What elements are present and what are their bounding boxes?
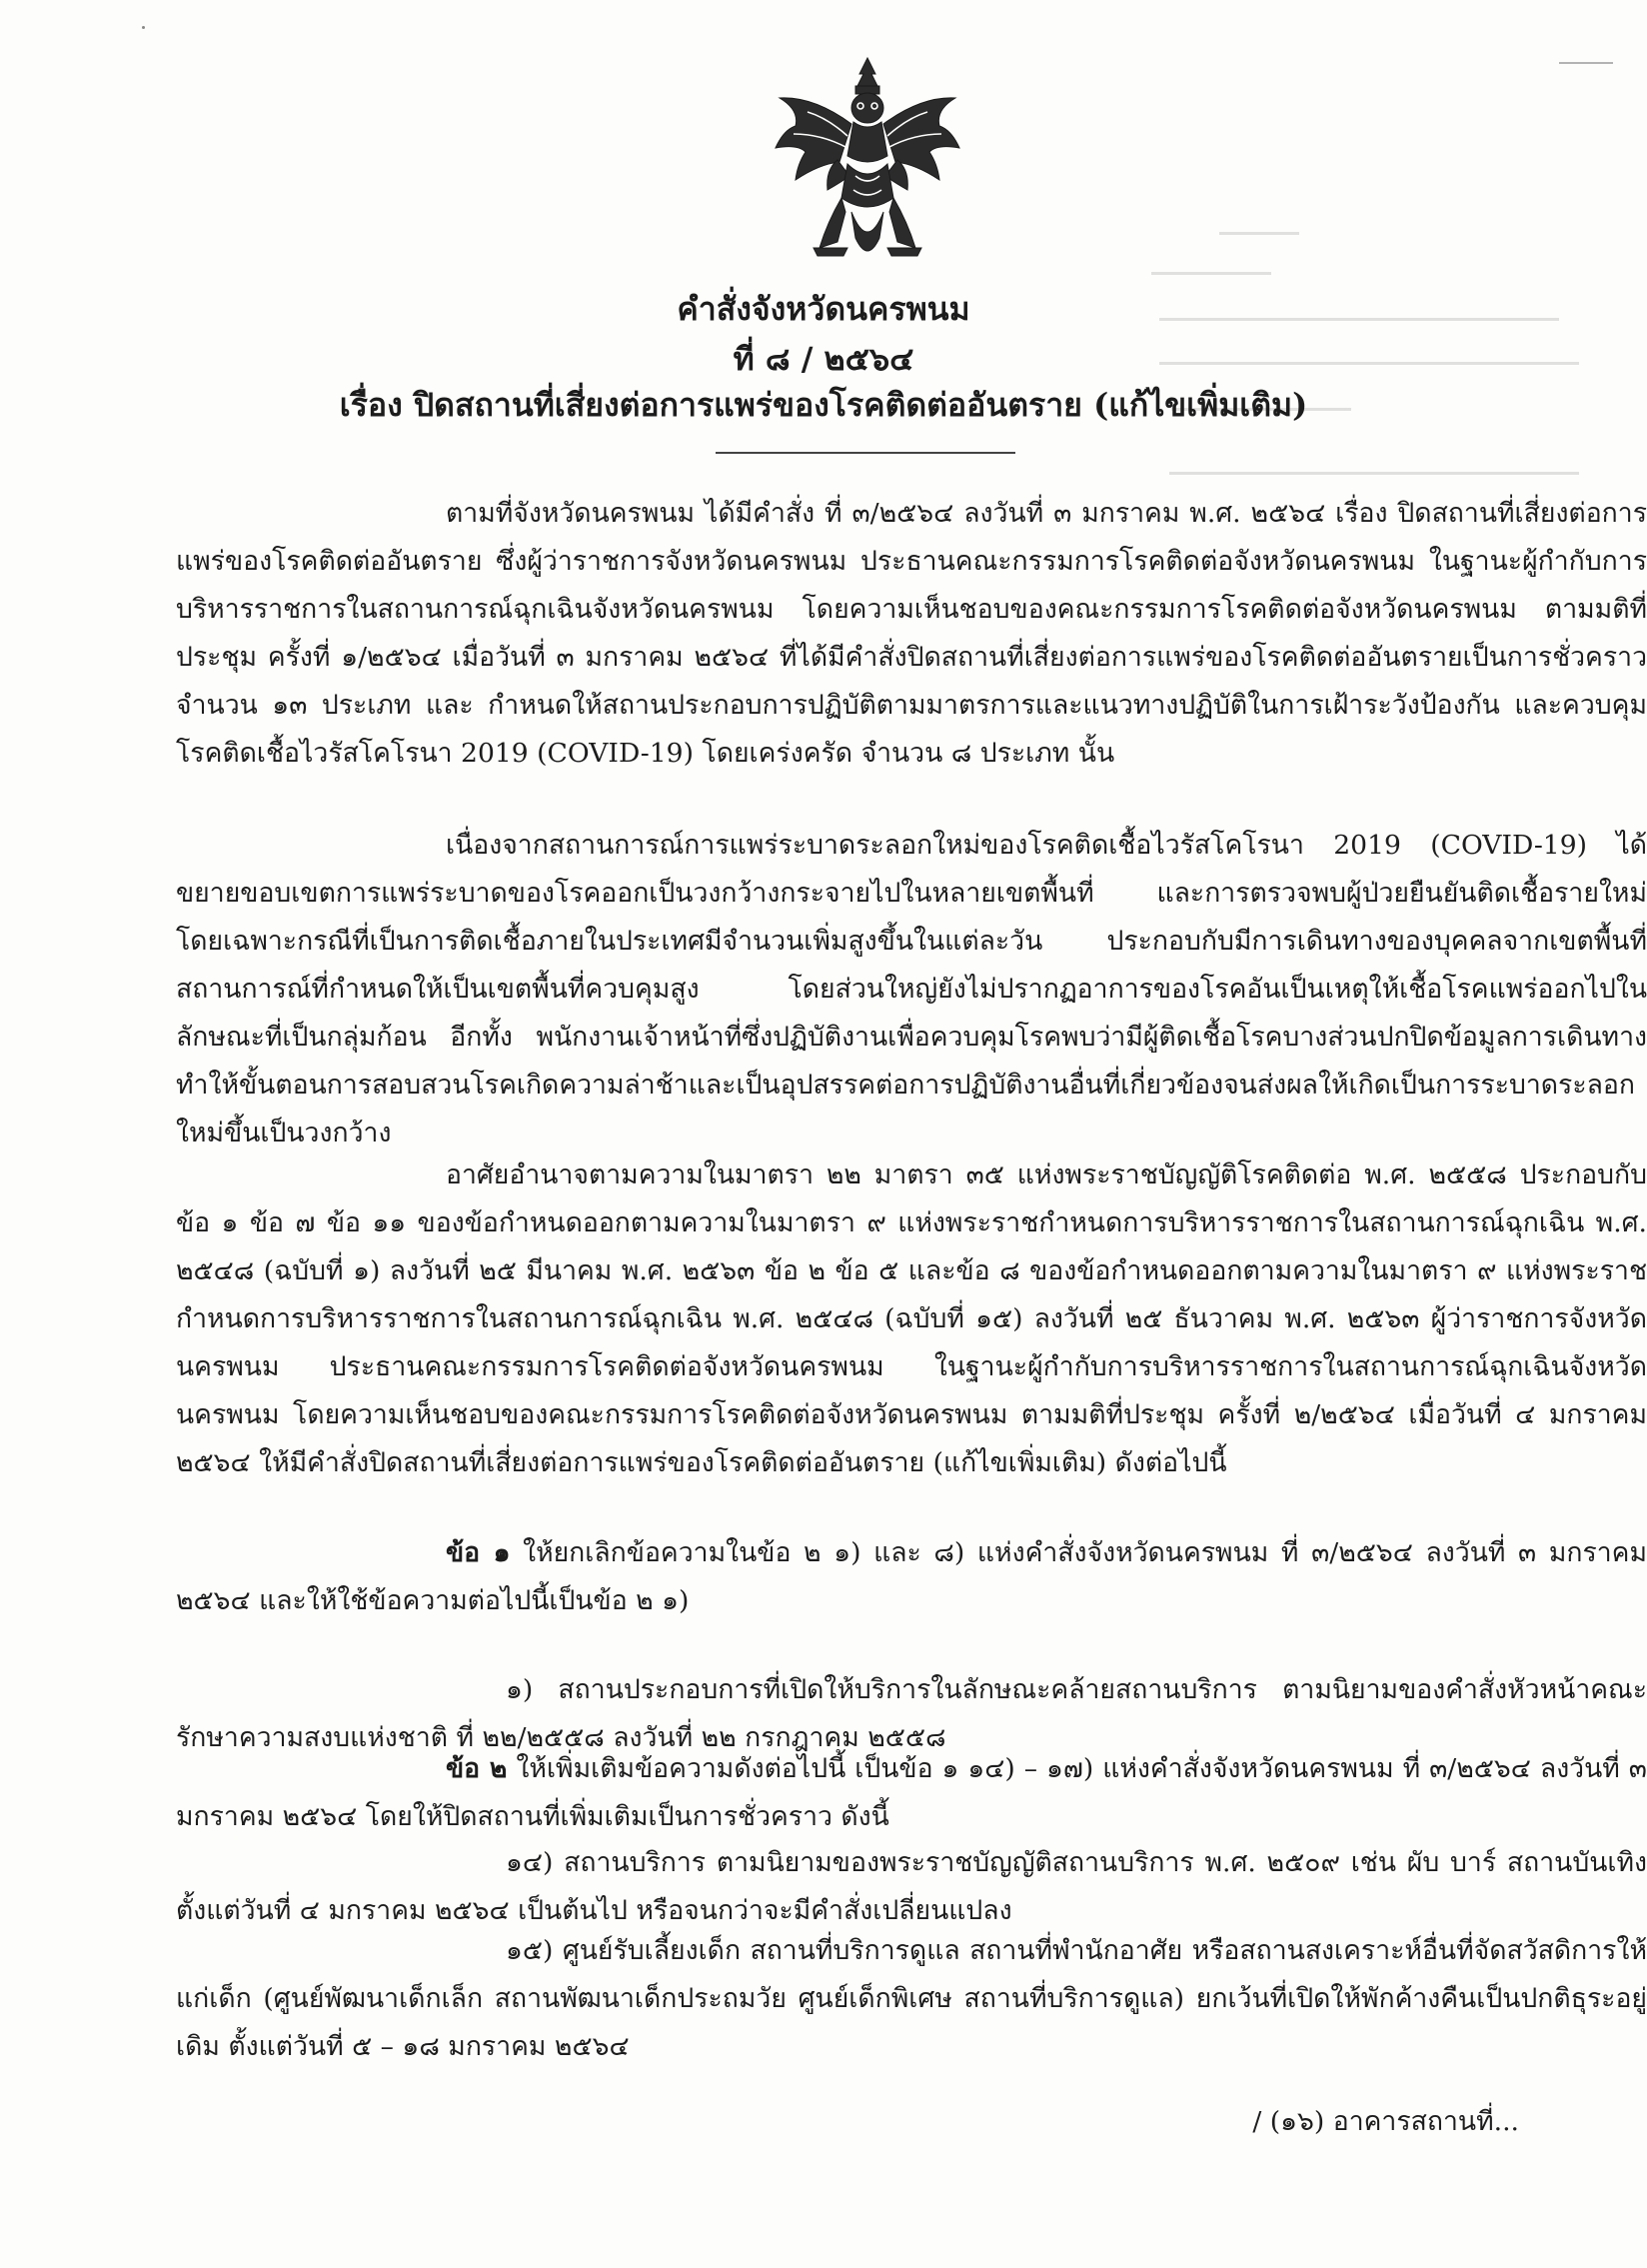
order-title: คำสั่งจังหวัดนครพนม	[677, 290, 970, 328]
item-text: ๑) สถานประกอบการที่เปิดให้บริการในลักษณะคล้ายสถานบริการ ตามนิยามของคำสั่งหัวหน้าคณะรักษาความสงบแห่งชาติ ที่ ๒๒/๒๕๕๘ ลงวันที่ ๒๒ กรกฎาคม ๒๕๕๘	[176, 1674, 1647, 1753]
scan-dot	[142, 26, 145, 29]
paragraph-legal-authority	[176, 1151, 1647, 1487]
order-number: ที่ ๘ / ๒๕๖๔	[733, 340, 914, 378]
clause-text: ให้เพิ่มเติมข้อความดังต่อไปนี้ เป็นข้อ ๑ ๑๔) – ๑๗) แห่งคำสั่งจังหวัดนครพนม ที่ ๓/๒๕๖๔ ลงวันที่ ๓ มกราคม ๒๕๖๔ โดยให้ปิดสถานที่เพิ่มเติมเป็นการชั่วคราว ดังนี้	[176, 1753, 1647, 1832]
clause-2	[176, 1745, 1647, 1841]
paragraph-situation	[176, 822, 1647, 1157]
clause-text: ให้ยกเลิกข้อความในข้อ ๒ ๑) และ ๘) แห่งคำสั่งจังหวัดนครพนม ที่ ๓/๒๕๖๔ ลงวันที่ ๓ มกราคม ๒๕๖๔ และให้ใช้ข้อความต่อไปนี้เป็นข้อ ๒ ๑)	[176, 1537, 1647, 1616]
paragraph-text: ตามที่จังหวัดนครพนม ได้มีคำสั่ง ที่ ๓/๒๕๖๔ ลงวันที่ ๓ มกราคม พ.ศ. ๒๕๖๔ เรื่อง ปิดสถานที่เสี่ยงต่อการแพร่ของโรคติดต่ออันตราย ซึ่งผู้ว่าราชการจังหวัดนครพนม ประธานคณะกรรมการโรคติดต่อจังหวัดนครพนม ในฐานะผู้กำกับการบริหารราชการในสถานการณ์ฉุกเฉินจังหวัดนครพนม โดยความเห็นชอบของคณะกรรมการโรคติดต่อจังหวัดนครพนม ตามมติที่ประชุม ครั้งที่ ๑/๒๕๖๔ เมื่อวันที่ ๓ มกราคม ๒๕๖๔ ที่ได้มีคำสั่งปิดสถานที่เสี่ยงต่อการแพร่ของโรคติดต่ออันตรายเป็นการชั่วคราว จำนวน ๑๓ ประเภท และ กำหนดให้สถานประกอบการปฏิบัติตามมาตรการและแนวทางปฏิบัติในการเฝ้าระวังป้องกัน และควบคุมโรคติดเชื้อไวรัสโคโรนา 2019 (COVID-19) โดยเคร่งครัด จำนวน ๘ ประเภท นั้น	[176, 498, 1647, 769]
paragraph-text: อาศัยอำนาจตามความในมาตรา ๒๒ มาตรา ๓๕ แห่งพระราชบัญญัติโรคติดต่อ พ.ศ. ๒๕๕๘ ประกอบกับข้อ ๑ ข้อ ๗ ข้อ ๑๑ ของข้อกำหนดออกตามความในมาตรา ๙ แห่งพระราชกำหนดการบริหารราชการในสถานการณ์ฉุกเฉิน พ.ศ. ๒๕๔๘ (ฉบับที่ ๑) ลงวันที่ ๒๕ มีนาคม พ.ศ. ๒๕๖๓ ข้อ ๒ ข้อ ๕ และข้อ ๘ ของข้อกำหนดออกตามความในมาตรา ๙ แห่งพระราชกำหนดการบริหารราชการในสถานการณ์ฉุกเฉิน พ.ศ. ๒๕๔๘ (ฉบับที่ ๑๕) ลงวันที่ ๒๕ ธันวาคม พ.ศ. ๒๕๖๓ ผู้ว่าราชการจังหวัดนครพนม ประธานคณะกรรมการโรคติดต่อจังหวัดนครพนม ในฐานะผู้กำกับการบริหารราชการในสถานการณ์ฉุกเฉินจังหวัดนครพนม โดยความเห็นชอบของคณะกรรมการโรคติดต่อจังหวัดนครพนม ตามมติที่ประชุม ครั้งที่ ๒/๒๕๖๔ เมื่อวันที่ ๔ มกราคม ๒๕๖๔ ให้มีคำสั่งปิดสถานที่เสี่ยงต่อการแพร่ของโรคติดต่ออันตราย (แก้ไขเพิ่มเติม) ดังต่อไปนี้	[176, 1159, 1647, 1478]
bleed-through-line	[1151, 272, 1271, 275]
clause-label: ข้อ ๑	[446, 1537, 511, 1568]
title-divider	[716, 452, 1015, 454]
clause-2-item-15	[176, 1927, 1647, 2071]
clause-2-item-14	[176, 1839, 1647, 1935]
continuation-note: / (๑๖) อาคารสถานที่...	[1252, 2106, 1519, 2137]
item-text: ๑๕) ศูนย์รับเลี้ยงเด็ก สถานที่บริการดูแล สถานที่พำนักอาศัย หรือสถานสงเคราะห์อื่นที่จัดสวัสดิการให้แก่เด็ก (ศูนย์พัฒนาเด็กเล็ก สถานพัฒนาเด็กประถมวัย ศูนย์เด็กพิเศษ สถานที่บริการดูแล) ยกเว้นที่เปิดให้พักค้างคืนเป็นปกติธุระอยู่เดิม ตั้งแต่วันที่ ๕ – ๑๘ มกราคม ๒๕๖๔	[176, 1935, 1647, 2062]
clause-label: ข้อ ๒	[446, 1753, 508, 1784]
scan-mark	[1559, 62, 1613, 64]
bleed-through-line	[1219, 232, 1299, 235]
clause-1	[176, 1529, 1647, 1625]
order-subject: เรื่อง ปิดสถานที่เสี่ยงต่อการแพร่ของโรคติดต่ออันตราย (แก้ไขเพิ่มเติม)	[339, 386, 1308, 424]
item-text: ๑๔) สถานบริการ ตามนิยามของพระราชบัญญัติสถานบริการ พ.ศ. ๒๕๐๙ เช่น ผับ บาร์ สถานบันเทิง ตั้งแต่วันที่ ๔ มกราคม ๒๕๖๔ เป็นต้นไป หรือจนกว่าจะมีคำสั่งเปลี่ยนแปลง	[176, 1847, 1647, 1926]
paragraph-background	[176, 490, 1647, 778]
garuda-emblem-icon	[768, 52, 967, 266]
bleed-through-line	[1169, 472, 1579, 475]
paragraph-text: เนื่องจากสถานการณ์การแพร่ระบาดระลอกใหม่ของโรคติดเชื้อไวรัสโคโรนา 2019 (COVID-19) ได้ขยายขอบเขตการแพร่ระบาดของโรคออกเป็นวงกว้างกระจายไปในหลายเขตพื้นที่ และการตรวจพบผู้ป่วยยืนยันติดเชื้อรายใหม่ โดยเฉพาะกรณีที่เป็นการติดเชื้อภายในประเทศมีจำนวนเพิ่มสูงขึ้นในแต่ละวัน ประกอบกับมีการเดินทางของบุคคลจากเขตพื้นที่สถานการณ์ที่กำหนดให้เป็นเขตพื้นที่ควบคุมสูง โดยส่วนใหญ่ยังไม่ปรากฏอาการของโรคอันเป็นเหตุให้เชื้อโรคแพร่ออกไปในลักษณะที่เป็นกลุ่มก้อน อีกทั้ง พนักงานเจ้าหน้าที่ซึ่งปฏิบัติงานเพื่อควบคุมโรคพบว่ามีผู้ติดเชื้อโรคบางส่วนปกปิดข้อมูลการเดินทางทำให้ขั้นตอนการสอบสวนโรคเกิดความล่าช้าและเป็นอุปสรรคต่อการปฏิบัติงานอื่นที่เกี่ยวข้องจนส่งผลให้เกิดเป็นการระบาดระลอกใหม่ขึ้นเป็นวงกว้าง	[176, 830, 1647, 1148]
